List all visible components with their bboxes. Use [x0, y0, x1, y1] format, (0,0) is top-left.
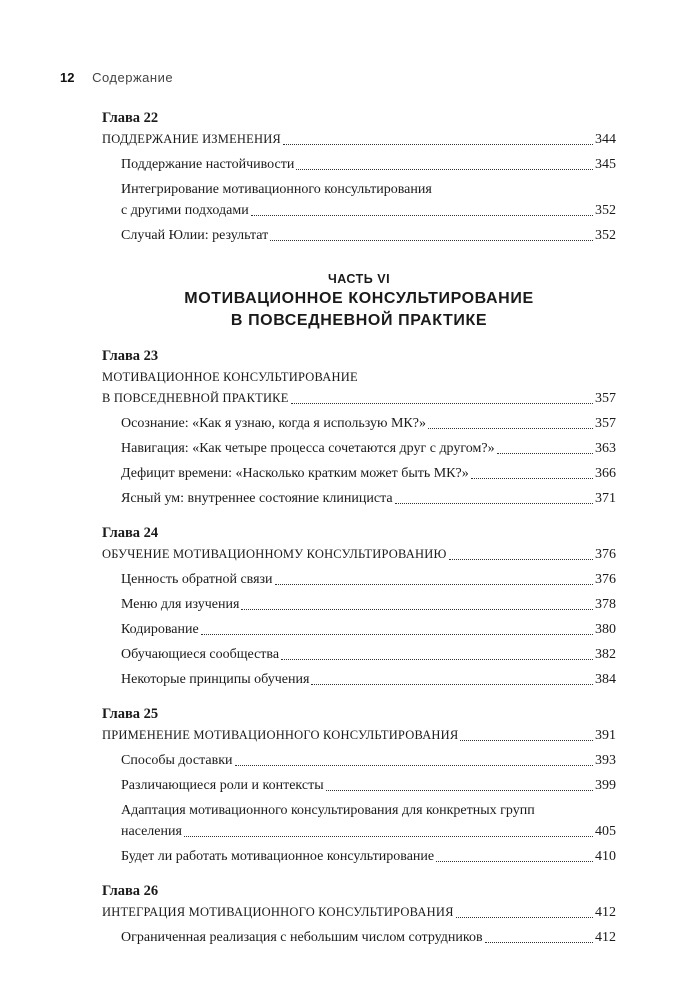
entry-title: Навигация: «Как четыре процесса сочетаются друг с другом?» — [121, 441, 495, 456]
chapter-heading: Глава 25 — [102, 706, 159, 722]
page-ref: 352 — [595, 203, 616, 218]
toc-entry[interactable] — [102, 750, 616, 771]
page-ref: 380 — [595, 622, 616, 637]
entry-title: Некоторые принципы обучения — [121, 672, 310, 687]
section-title-line: МОТИВАЦИОННОЕ КОНСУЛЬТИРОВАНИЕ — [102, 370, 358, 384]
dot-leader — [460, 740, 593, 741]
page-ref: 357 — [595, 416, 616, 431]
toc-section[interactable] — [102, 544, 616, 565]
toc-entry[interactable] — [102, 463, 616, 484]
page-ref: 357 — [595, 391, 616, 406]
dot-leader — [184, 836, 593, 837]
chapter-heading: Глава 22 — [102, 110, 159, 126]
dot-leader — [281, 659, 593, 660]
toc-entry[interactable] — [102, 569, 616, 590]
page-ref: 376 — [595, 547, 616, 562]
dot-leader — [497, 453, 593, 454]
part-label: ЧАСТЬ VI — [327, 272, 391, 286]
page-ref: 399 — [595, 778, 616, 793]
toc-entry[interactable] — [102, 644, 616, 665]
toc-entry[interactable] — [102, 200, 616, 221]
toc-entry[interactable] — [102, 488, 616, 509]
chapter-heading: Глава 24 — [102, 525, 159, 541]
page-ref: 363 — [595, 441, 616, 456]
toc-entry[interactable] — [102, 821, 616, 842]
dot-leader — [395, 503, 593, 504]
entry-title: с другими подходами — [121, 203, 249, 218]
running-title: Содержание — [92, 70, 174, 85]
toc-entry[interactable] — [102, 413, 616, 434]
dot-leader — [283, 144, 593, 145]
page-ref: 393 — [595, 753, 616, 768]
section-title: ПРИМЕНЕНИЕ МОТИВАЦИОННОГО КОНСУЛЬТИРОВАНИЯ — [102, 728, 459, 742]
entry-title: населения — [121, 824, 182, 839]
toc-entry[interactable] — [102, 619, 616, 640]
section-title: ПОДДЕРЖАНИЕ ИЗМЕНЕНИЯ — [102, 132, 281, 146]
dot-leader — [471, 478, 593, 479]
toc-entry[interactable] — [102, 669, 616, 690]
dot-leader — [449, 559, 593, 560]
section-title: ИНТЕГРАЦИЯ МОТИВАЦИОННОГО КОНСУЛЬТИРОВАНИЯ — [102, 905, 454, 919]
chapter-heading: Глава 23 — [102, 348, 159, 364]
page-ref: 376 — [595, 572, 616, 587]
page-ref: 371 — [595, 491, 616, 506]
page-ref: 412 — [595, 930, 616, 945]
part-title-line-1: МОТИВАЦИОННОЕ КОНСУЛЬТИРОВАНИЕ — [184, 290, 534, 307]
dot-leader — [291, 403, 593, 404]
dot-leader — [270, 240, 593, 241]
entry-title: Обучающиеся сообщества — [121, 647, 280, 662]
toc-entry[interactable] — [102, 775, 616, 796]
part-title-line-2: В ПОВСЕДНЕВНОЙ ПРАКТИКЕ — [230, 312, 488, 329]
section-title: В ПОВСЕДНЕВНОЙ ПРАКТИКЕ — [102, 391, 289, 405]
page-ref: 345 — [595, 157, 616, 172]
dot-leader — [241, 609, 593, 610]
dot-leader — [201, 634, 593, 635]
dot-leader — [428, 428, 593, 429]
toc-section[interactable] — [102, 902, 616, 923]
entry-title: Способы доставки — [121, 753, 233, 768]
entry-title: Кодирование — [121, 622, 199, 637]
page-ref: 378 — [595, 597, 616, 612]
entry-title: Дефицит времени: «Насколько кратким может быть МК?» — [121, 466, 469, 481]
page-ref: 410 — [595, 849, 616, 864]
dot-leader — [456, 917, 593, 918]
toc-entry[interactable] — [102, 846, 616, 867]
page-ref: 384 — [595, 672, 616, 687]
entry-title: Поддержание настойчивости — [121, 157, 295, 172]
chapter-heading: Глава 26 — [102, 883, 159, 899]
entry-title: Будет ли работать мотивационное консультирование — [121, 849, 435, 864]
entry-title: Меню для изучения — [121, 597, 240, 612]
toc-entry[interactable] — [102, 154, 616, 175]
page-ref: 405 — [595, 824, 616, 839]
dot-leader — [235, 765, 593, 766]
part-heading — [102, 270, 616, 332]
dot-leader — [311, 684, 593, 685]
dot-leader — [436, 861, 593, 862]
toc-entry[interactable] — [102, 594, 616, 615]
entry-title: Ясный ум: внутреннее состояние клинициста — [121, 491, 393, 506]
section-title: ОБУЧЕНИЕ МОТИВАЦИОННОМУ КОНСУЛЬТИРОВАНИЮ — [102, 547, 447, 561]
running-head — [60, 70, 173, 85]
toc-section[interactable] — [102, 388, 616, 409]
entry-title: Различающиеся роли и контексты — [121, 778, 324, 793]
page-number: 12 — [60, 70, 75, 85]
entry-title-line: Адаптация мотивационного консультирования для конкретных групп — [121, 803, 535, 818]
toc-entry[interactable] — [102, 438, 616, 459]
page-ref: 412 — [595, 905, 616, 920]
page-ref: 391 — [595, 728, 616, 743]
entry-title: Случай Юлии: результат — [121, 228, 269, 243]
page-ref: 366 — [595, 466, 616, 481]
dot-leader — [326, 790, 593, 791]
toc-section[interactable] — [102, 129, 616, 150]
entry-title: Осознание: «Как я узнаю, когда я использую МК?» — [121, 416, 426, 431]
page-ref: 382 — [595, 647, 616, 662]
toc — [102, 108, 616, 952]
toc-entry[interactable] — [102, 927, 616, 948]
entry-title: Ценность обратной связи — [121, 572, 273, 587]
toc-entry[interactable] — [102, 225, 616, 246]
page-ref: 352 — [595, 228, 616, 243]
page-ref: 344 — [595, 132, 616, 147]
toc-section[interactable] — [102, 725, 616, 746]
dot-leader — [296, 169, 593, 170]
entry-title: Ограниченная реализация с небольшим числом сотрудников — [121, 930, 483, 945]
dot-leader — [251, 215, 593, 216]
entry-title-line: Интегрирование мотивационного консультирования — [121, 182, 432, 197]
dot-leader — [275, 584, 593, 585]
dot-leader — [485, 942, 593, 943]
